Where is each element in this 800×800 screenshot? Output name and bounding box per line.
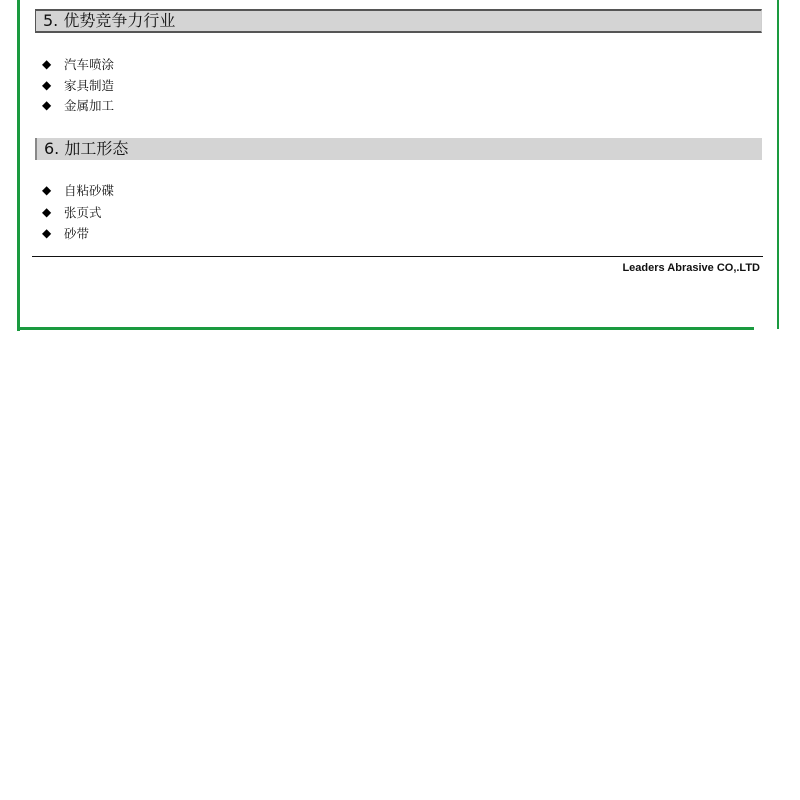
section-heading-advantage-industries (35, 9, 762, 33)
list-item-label: 汽车喷涂 (64, 57, 115, 73)
frame-border-right (777, 0, 779, 329)
list-item-label: 张页式 (64, 204, 102, 220)
section-heading-text: 6. 加工形态 (44, 139, 129, 158)
diamond-bullet-icon: ◆ (42, 183, 52, 198)
frame-border-bottom (17, 327, 754, 330)
list-item (42, 223, 114, 244)
list-item-label: 自粘砂碟 (64, 183, 115, 199)
processing-forms-list (42, 180, 114, 243)
company-name: Leaders Abrasive CO,.LTD (622, 262, 760, 274)
diamond-bullet-icon: ◆ (42, 98, 52, 113)
section-heading-processing-forms (35, 138, 762, 160)
frame-border-left (17, 0, 20, 331)
footer-divider (32, 256, 763, 257)
list-item-label: 家具制造 (64, 77, 115, 93)
list-item (42, 180, 114, 201)
diamond-bullet-icon: ◆ (42, 77, 52, 92)
section-heading-text: 5. 优势竞争力行业 (43, 11, 176, 30)
diamond-bullet-icon: ◆ (42, 57, 52, 72)
list-item (42, 54, 114, 75)
list-item-label: 砂带 (64, 225, 90, 241)
list-item (42, 201, 114, 223)
list-item (42, 75, 114, 96)
list-item (42, 95, 114, 116)
diamond-bullet-icon: ◆ (42, 225, 52, 240)
list-item-label: 金属加工 (64, 98, 115, 114)
diamond-bullet-icon: ◆ (42, 204, 52, 219)
advantage-industries-list (42, 54, 114, 116)
